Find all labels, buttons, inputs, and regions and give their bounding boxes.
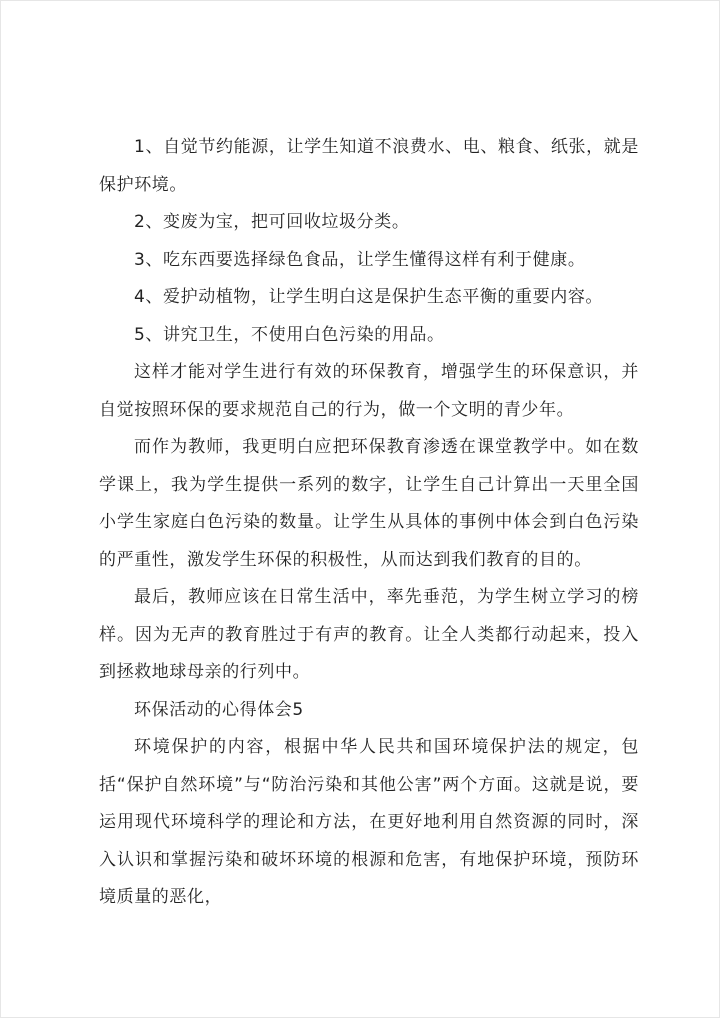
paragraph-teacher-role: 而作为教师，我更明白应把环保教育渗透在课堂教学中。如在数学课上，我为学生提供一系列的数字，让学生自己计算出一天里全国小学生家庭白色污染的数量。让学生从具体的事例中体会到白色污染的严重性，激发学生环保的积极性，从而达到我们教育的目的。 [99, 437, 639, 570]
paragraph-item-5: 5、讲究卫生，不使用白色污染的用品。 [134, 324, 445, 345]
paragraph-summary: 这样才能对学生进行有效的环保教育，增强学生的环保意识，并自觉按照环保的要求规范自己的行为，做一个文明的青少年。 [99, 362, 639, 420]
paragraph-item-1: 1、自觉节约能源，让学生知道不浪费水、电、粮食、纸张，就是保护环境。 [99, 137, 639, 195]
section-title: 环保活动的心得体会5 [134, 699, 304, 720]
paragraph-item-3: 3、吃东西要选择绿色食品，让学生懂得这样有利于健康。 [134, 249, 586, 270]
paragraph-item-4: 4、爱护动植物，让学生明白这是保护生态平衡的重要内容。 [134, 287, 604, 307]
paragraph-conclusion: 最后，教师应该在日常生活中，率先垂范，为学生树立学习的榜样。因为无声的教育胜过于有声的教育。让全人类都行动起来，投入到拯救地球母亲的行列中。 [99, 587, 639, 682]
document-body [99, 129, 639, 917]
paragraph-item-2: 2、变废为宝，把可回收垃圾分类。 [134, 212, 410, 232]
paragraph-environment-law: 环境保护的内容，根据中华人民共和国环境保护法的规定，包括“保护自然环境”与“防治污染和其他公害”两个方面。这就是说，要运用现代环境科学的理论和方法，在更好地利用自然资源的同时，深入认识和掌握污染和破坏环境的根源和危害，有地保护环境，预防环境质量的恶化， [99, 737, 639, 907]
